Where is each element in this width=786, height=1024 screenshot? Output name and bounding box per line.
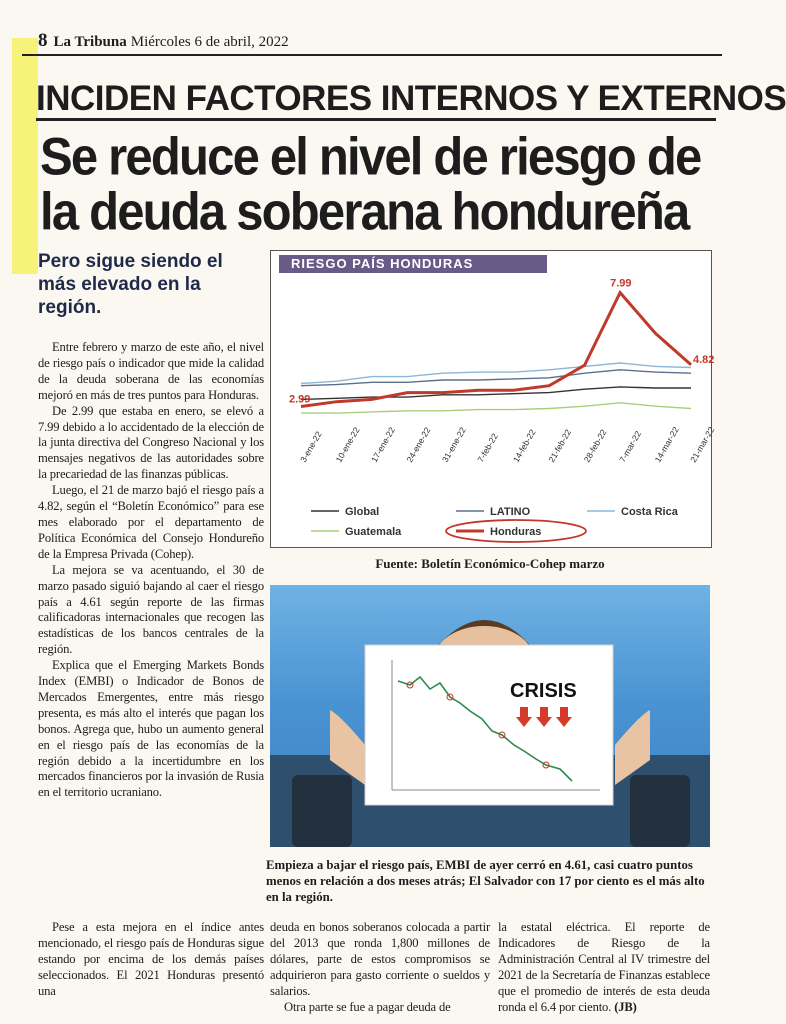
data-label: 7.99 (610, 277, 632, 290)
issue-date: Miércoles 6 de abril, 2022 (130, 34, 289, 50)
chair-icon (630, 775, 690, 847)
headline-line-2: la deuda soberana hondureña (40, 182, 689, 242)
x-tick-label: 17-ene-22 (368, 425, 398, 464)
chart-svg (271, 251, 717, 547)
body-column-3 (498, 920, 710, 1015)
paragraph (498, 920, 710, 1015)
x-tick-label: 14-mar-22 (652, 425, 681, 464)
paragraph: Explica que el Emerging Markets Bonds Index (EMBI) o Indicador de Bonos de Mercados Emergentes, entre más riesgo presenta, es más alto el interés que pagan los bonos. Agrega que, hubo un aumento general en el riesgo país de las economías de la región debido a la incertidumbre en los mercados financieros por la invasión de Rusia en el territorio ucraniano. (38, 658, 264, 800)
x-tick-label: 3-ene-22 (298, 429, 324, 464)
series-line-honduras (301, 293, 691, 407)
x-tick-label: 10-ene-22 (333, 425, 362, 464)
data-label: 4.82 (693, 353, 715, 366)
sign-crisis-text: CRISIS (510, 680, 577, 702)
x-tick-label: 7-feb-22 (475, 431, 500, 464)
x-tick-label: 31-ene-22 (439, 425, 468, 464)
down-arrows-icon (516, 707, 572, 727)
body-column-1-end (38, 920, 264, 1000)
paragraph: La mejora se va acentuando, el 30 de marzo pasado siguió bajando al caer el riesgo país a 4.61 según reporte de las firmas calificadoras internacionales que recogen las estadísticas de los bancos centrales de la región. (38, 562, 264, 657)
headline-line-1: Se reduce el nivel de riesgo de (40, 127, 701, 187)
data-label: 2.99 (289, 393, 311, 406)
chair-icon (292, 775, 352, 847)
x-tick-label: 24-ene-22 (404, 425, 433, 464)
photo-caption: Empieza a bajar el riesgo país, EMBI de ayer cerró en 4.61, casi cuatro puntos menos en relación a dos meses atrás; El Salvador con 17 por ciento es el más alto en la región. (266, 858, 705, 904)
x-tick-label: 28-feb-22 (581, 427, 609, 464)
photo-illustration (270, 585, 710, 847)
paragraph: Entre febrero y marzo de este año, el nivel de riesgo país o indicador que mide la calidad de la deuda soberana de las economías mejoró en más de tres puntos para Honduras. (38, 340, 264, 402)
kicker: INCIDEN FACTORES INTERNOS Y EXTERNOS (36, 80, 716, 121)
body-column-1 (38, 340, 264, 801)
paper-name: La Tribuna (53, 34, 127, 50)
header-rule (22, 54, 722, 56)
photo (270, 585, 710, 847)
x-tick-label: 21-feb-22 (546, 427, 574, 464)
sign-board (365, 645, 613, 805)
subheading: Pero sigue siendo el más elevado en la región. (38, 251, 223, 318)
paragraph: deuda en bonos soberanos colocada a partir del 2013 que ronda 1,800 millones de dólares, parte de estos compromisos se adquirieron para gasto corriente o sueldos y salarios. (270, 920, 490, 998)
x-tick-label: 7-mar-22 (617, 429, 644, 464)
paragraph: Pese a esta mejora en el índice antes mencionado, el riesgo país de Honduras sigue estando por encima de los demás países seleccionados. El 2021 Honduras presentó una (38, 920, 264, 998)
page-folio (38, 30, 289, 52)
x-tick-label: 21-mar-22 (688, 425, 717, 464)
body-column-2 (270, 920, 490, 1015)
series-line-global (301, 387, 691, 400)
x-tick-label: 14-feb-22 (510, 427, 538, 464)
headline (40, 127, 720, 242)
legend-label: Guatemala (345, 526, 402, 538)
paragraph: Luego, el 21 de marzo bajó el riesgo país a 4.82, según el “Boletín Económico” para ese mes elaborado por el departamento de Política Económica del Consejo Hondureño de la Empresa Privada (Cohep). (38, 483, 264, 561)
risk-chart (270, 250, 717, 548)
highlighter-mark (12, 38, 38, 274)
paragraph: Otra parte se fue a pagar deuda de (284, 999, 451, 1014)
legend-label: Honduras (490, 526, 542, 538)
page-number: 8 (38, 30, 48, 51)
paragraph: De 2.99 que estaba en enero, se elevó a 7.99 debido a lo accidentado de la elección de la junta directiva del Congreso Nacional y los mensajes negativos de las autoridades sobre la precariedad de las finanzas públicas. (38, 403, 264, 482)
legend-label: LATINO (490, 506, 531, 518)
chart-title: RIESGO PAÍS HONDURAS (279, 255, 547, 273)
byline: (JB) (614, 999, 637, 1014)
paragraph-text: la estatal eléctrica. El reporte de Indicadores de Riesgo de la Administración Central al IV trimestre del 2021 de la Secretaría de Finanzas establece que el promedio de interés de esta deuda ronda el 6.4 por ciento. (498, 920, 710, 1014)
legend-label: Global (345, 506, 380, 518)
series-line-costa-rica (301, 363, 691, 384)
legend-label: Costa Rica (621, 506, 678, 518)
series-line-guatemala (301, 403, 691, 413)
chart-source: Fuente: Boletín Económico-Cohep marzo (375, 556, 605, 571)
